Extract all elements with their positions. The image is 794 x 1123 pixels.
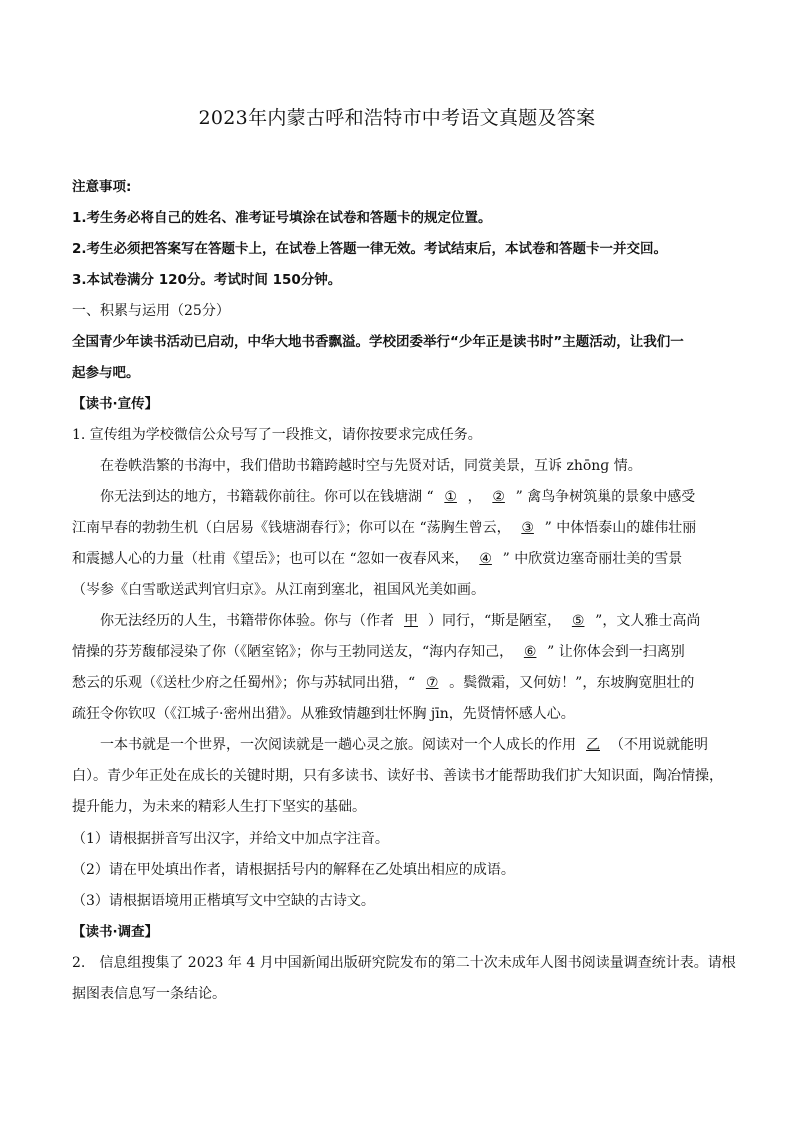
passage-text: 一本书就是一个世界，一次阅读就是一趟心灵之旅。阅读对一个人成长的作用 (100, 737, 576, 753)
passage-line: （岑参《白雪歌送武判官归京》。从江南到塞北，祖国风光美如画。 (72, 582, 485, 598)
notice-heading: 注意事项: (72, 179, 132, 195)
answer-blank[interactable]: 乙 (586, 737, 600, 753)
passage-text: 。鬓微霜，又何妨！”，东坡胸宽胆壮的 (449, 675, 695, 691)
passage-line (72, 642, 722, 662)
passage-line: 白）。青少年正处在成长的关键时期，只有多读书、读好书、善读书才能帮助我们扩大知识面，陶冶情操， (72, 768, 723, 784)
passage-line (72, 673, 722, 693)
part-heading: 【读书·宣传】 (72, 396, 159, 412)
answer-blank[interactable]: ① (444, 489, 457, 505)
passage-text: 你无法经历的人生，书籍带你体验。你与（作者 (100, 613, 394, 629)
sub-question: （1）请根据拼音写出汉字，并给文中加点字注音。 (72, 831, 389, 847)
passage-text: 愁云的乐观（《送杜少府之任蜀州》；你与苏轼同出猎，“ (72, 675, 416, 691)
passage-text: 你无法到达的地方，书籍载你前往。你可以在钱塘湖 “ (100, 489, 434, 505)
notice-item: 2.考生必须把答案写在答题卡上，在试卷上答题一律无效。考试结束后，本试卷和答题卡一并交回。 (72, 241, 668, 257)
page-title: 2023年内蒙古呼和浩特市中考语文真题及答案 (198, 107, 596, 129)
passage-text: ” 中欣赏边塞奇丽壮美的雪景 (502, 551, 683, 567)
passage-line (100, 611, 722, 631)
intro-text: 起参与吧。 (72, 365, 140, 381)
answer-blank[interactable]: ⑥ (523, 644, 537, 660)
sub-question: （3）请根据语境用正楷填写文中空缺的古诗文。 (72, 893, 375, 909)
answer-blank[interactable]: ③ (521, 520, 534, 536)
notice-item: 1.考生务必将自己的姓名、准考证号填涂在试卷和答题卡的规定位置。 (72, 210, 492, 226)
passage-line (72, 549, 722, 569)
passage-text: ”，文人雅士高尚 (595, 613, 701, 629)
question-stem: 2. 信息组搜集了 2023 年 4 月中国新闻出版研究院发布的第二十次未成年人图书阅读量调查统计表。请根 (72, 955, 736, 971)
question-stem: 据图表信息写一条结论。 (72, 986, 226, 1002)
passage-line (100, 487, 722, 507)
passage-text: ）同行，“斯是陋室， (428, 613, 562, 629)
answer-blank[interactable]: ④ (479, 551, 492, 567)
passage-text: 和震撼人心的力量（杜甫《望岳》；也可以在 “忽如一夜春风来， (72, 551, 469, 567)
passage-line: 提升能力，为未来的精彩人生打下坚实的基础。 (72, 799, 366, 815)
passage-text: 情操的芬芳馥郁浸染了你（《陋室铭》；你与王勃同送友，“海内存知己， (72, 644, 514, 660)
part-heading: 【读书·调查】 (72, 924, 159, 940)
passage-text: ” 让你体会到一扫离别 (547, 644, 685, 660)
notice-item: 3.本试卷满分 120分。考试时间 150分钟。 (72, 272, 342, 288)
passage-text: 江南早春的勃勃生机（白居易《钱塘湖春行》；你可以在 “荡胸生曾云， (72, 520, 511, 536)
passage-line: 疏狂令你钦叹（《江城子·密州出猎》。从雅致情趣到壮怀胸 jīn，先贤情怀感人心。 (72, 706, 575, 722)
passage-line (72, 518, 722, 538)
passage-text: ” 禽鸟争树筑巢的景象中感受 (515, 489, 696, 505)
intro-text: 全国青少年读书活动已启动，中华大地书香飘溢。学校团委举行“少年正是读书时”主题活动，让我们一 (72, 334, 684, 350)
passage-line (100, 735, 722, 755)
passage-text: ， (467, 489, 482, 505)
answer-blank[interactable]: ⑤ (571, 613, 585, 629)
sub-question: （2）请在甲处填出作者，请根据括号内的解释在乙处填出相应的成语。 (72, 862, 515, 878)
passage-line: 在卷帙浩繁的书海中，我们借助书籍跨越时空与先贤对话，同赏美景，互诉 zhōnɡ 情。 (100, 458, 642, 474)
question-stem: 1. 宣传组为学校微信公众号写了一段推文，请你按要求完成任务。 (72, 427, 482, 443)
passage-text: ” 中体悟泰山的雄伟壮丽 (544, 520, 697, 536)
answer-blank[interactable]: 甲 (404, 613, 418, 629)
answer-blank[interactable]: ⑦ (425, 675, 439, 691)
passage-text: （不用说就能明 (610, 737, 708, 753)
answer-blank[interactable]: ② (492, 489, 505, 505)
section-heading: 一、积累与运用（25分） (72, 303, 230, 319)
